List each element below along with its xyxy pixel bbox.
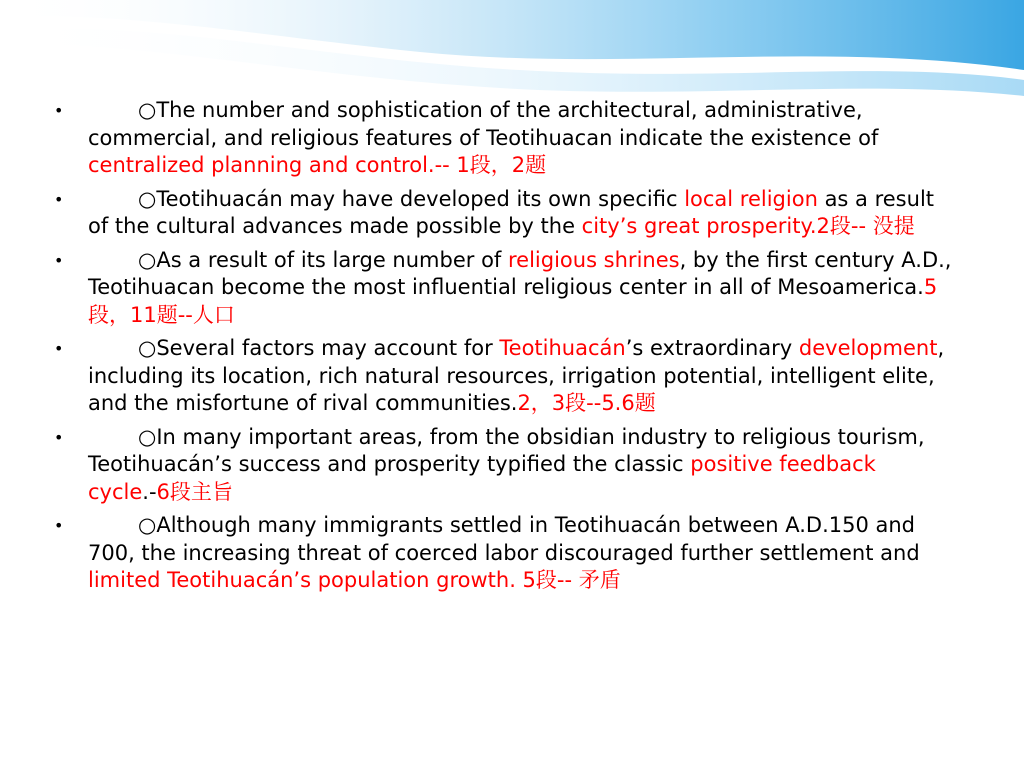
highlight-text: centralized planning and control.-- 1段，2题 (88, 153, 547, 177)
bullet-item (54, 424, 954, 507)
body-text: ○In many important areas, from the obsidian industry to religious tourism, Teotihuacán’s success and prosperity typified the classic (88, 424, 925, 476)
bullet-item (54, 97, 954, 180)
body-text: , by the first century A.D., Teotihuacan become the most influential religious center in all of Mesoamerica. (88, 247, 952, 299)
highlight-text: religious shrines (507, 247, 680, 272)
highlight-text: 6段主旨 (156, 479, 233, 504)
highlight-text: development (798, 336, 938, 360)
body-text: ○Teotihuacán may have developed its own specific (138, 186, 685, 211)
bullet-dot-icon: • (54, 101, 64, 120)
highlight-text: local religion (684, 186, 818, 211)
body-text: ○The number and sophistication of the architectural, administrative, commercial, and religious features of Teotihuacan indicate the existence of (88, 98, 879, 150)
bullet-dot-icon: • (54, 516, 64, 535)
bullet-item (54, 512, 954, 595)
bullet-dot-icon: • (54, 250, 64, 270)
bullet-item (54, 186, 954, 241)
highlight-text: limited Teotihuacán’s population growth. 5段-- 矛盾 (88, 568, 621, 592)
bullet-dot-icon: • (54, 339, 64, 358)
body-text: .- (142, 479, 157, 504)
body-text: ○Several factors may account for (138, 336, 500, 360)
highlight-text: positive feedback cycle (88, 452, 876, 504)
highlight-text: 2，3段--5.6题 (517, 391, 656, 415)
body-text: ○As a result of its large number of (138, 247, 508, 272)
highlight-text: city’s great prosperity.2段-- 没提 (581, 214, 915, 238)
bullet-dot-icon: • (54, 427, 64, 447)
highlight-text: 5段，11题--人口 (88, 275, 938, 327)
bullet-item (54, 335, 954, 418)
bullet-item (54, 247, 954, 330)
highlight-text: Teotihuacán (499, 336, 626, 360)
body-text: ’s extraordinary (625, 336, 799, 360)
bullet-list (54, 97, 954, 601)
bullet-dot-icon: • (54, 189, 64, 209)
body-text: ○Although many immigrants settled in Teotihuacán between A.D.150 and 700, the increasing threat of coerced labor discouraged further settlement and (88, 513, 920, 565)
body-text: , including its location, rich natural resources, irrigation potential, intelligent elite, and the misfortune of rival communities. (88, 336, 945, 415)
body-text: as a result of the cultural advances made possible by the (88, 186, 935, 238)
